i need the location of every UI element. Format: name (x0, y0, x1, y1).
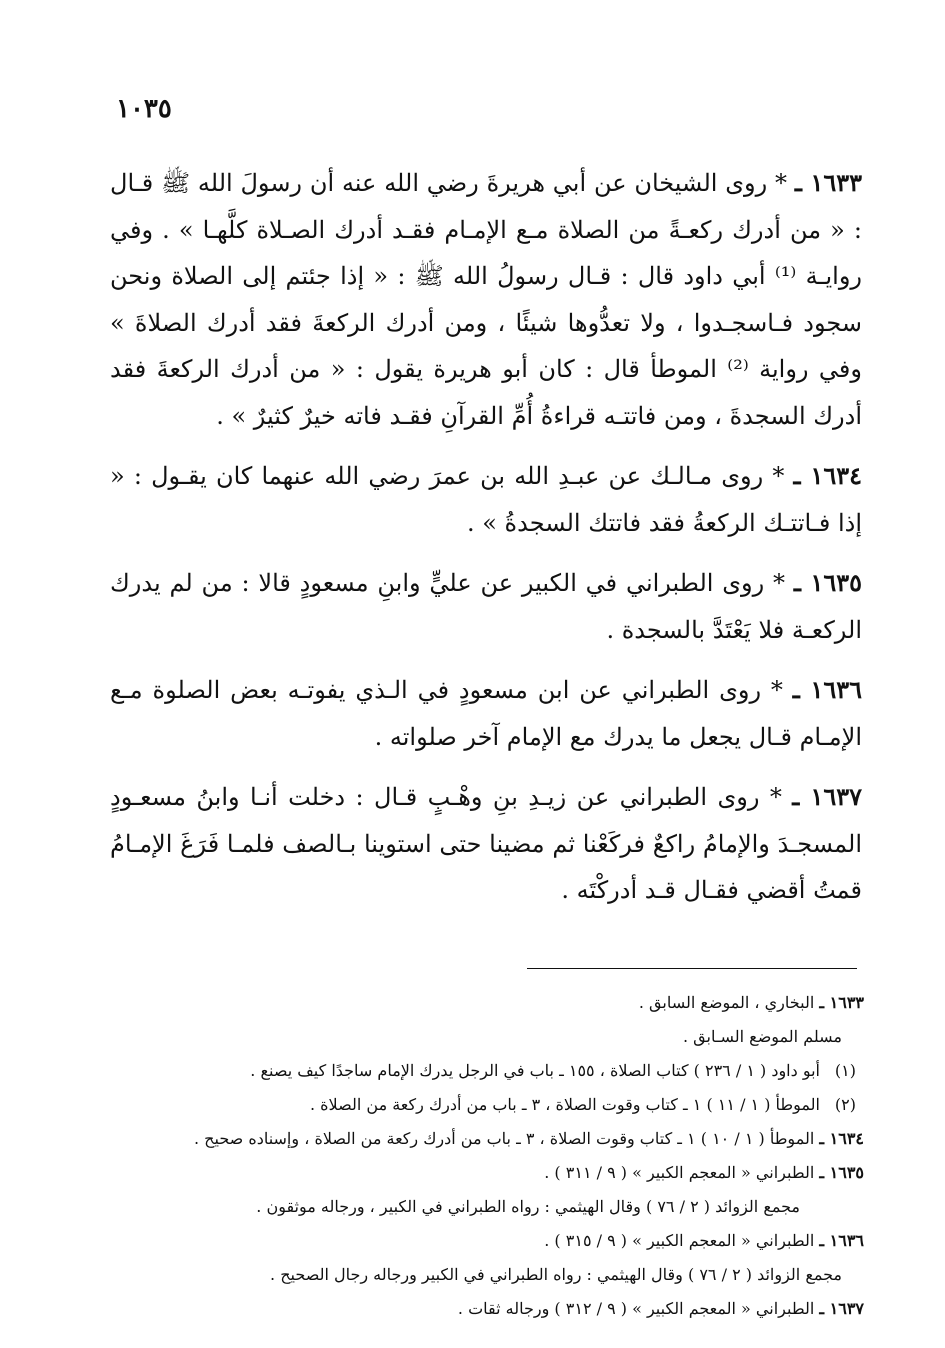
footnote-line (170, 1156, 864, 1190)
footnote-number: ١٦٣٤ ـ (819, 1129, 864, 1148)
footnotes (170, 986, 864, 1326)
footnote-text: الطبراني « المعجم الكبير » ( ٩ / ٣١١ ) . (544, 1163, 815, 1182)
hadith-number: ١٦٣٣ ـ (794, 168, 862, 197)
paragraph-1635 (110, 560, 862, 653)
footnote-line (170, 1224, 864, 1258)
footnote-line (170, 986, 864, 1020)
footnote-text: مسلم الموضع السـابق . (682, 1027, 842, 1046)
footnote-text: مجمع الزوائد ( ٢ / ٧٦ ) وقال الهيثمي : رواه الطبراني في الكبير ، ورجاله موثقون . (256, 1197, 800, 1216)
footnote-number: ١٦٣٦ ـ (819, 1231, 864, 1250)
footnote-marker: (٢) (834, 1095, 856, 1114)
paragraph-1633 (110, 160, 862, 439)
footnote-text: الطبراني « المعجم الكبير » ( ٩ / ٣١٥ ) . (544, 1231, 815, 1250)
paragraph-1637 (110, 774, 862, 914)
paragraph-1634 (110, 453, 862, 546)
hadith-text: * روى الطبراني في الكبير عن عليٍّ وابنِ مسعودٍ قالا : من لم يدرك الركعـة فلا يَعْتَدَّ بالسجدة . (110, 569, 862, 644)
footnote-line (170, 1054, 864, 1088)
footnote-number: ١٦٣٧ ـ (819, 1299, 864, 1318)
footnote-line (170, 1190, 864, 1224)
footnote-number: ١٦٣٣ ـ (819, 993, 864, 1012)
paragraph-1636 (110, 667, 862, 760)
hadith-number: ١٦٣٤ ـ (793, 461, 862, 490)
footnote-text: الموطأ ( ١ / ١٠ ) ١ ـ كتاب وقوت الصلاة ، ٣ ـ باب من أدرك ركعة من الصلاة ، وإسناده صحيح . (193, 1129, 815, 1148)
hadith-number: ١٦٣٦ ـ (792, 675, 862, 704)
footnote-text: أبو داود ( ١ / ٢٣٦ ) كتاب الصلاة ، ١٥٥ ـ باب في الرجل يدرك الإمام ساجدًا كيف يصنع . (250, 1061, 820, 1080)
footnote-text: الطبراني « المعجم الكبير » ( ٩ / ٣١٢ ) ورجاله ثقات . (457, 1299, 815, 1318)
footnote-text: البخاري ، الموضع السابق . (638, 993, 815, 1012)
main-text (110, 160, 862, 928)
footnote-line (170, 1122, 864, 1156)
footnote-marker: (١) (834, 1061, 856, 1080)
hadith-text: * روى مـالـك عن عبـدِ الله بن عمرَ رضي الله عنهما كان يقـول : « إذا فـاتتـك الركعةُ فقد فاتتك السجدةُ » . (110, 462, 862, 537)
footnote-divider (527, 968, 857, 969)
footnote-line (170, 1088, 864, 1122)
hadith-number: ١٦٣٥ ـ (793, 568, 862, 597)
footnote-text: مجمع الزوائد ( ٢ / ٧٦ ) وقال الهيثمي : رواه الطبراني في الكبير ورجاله رجال الصحيح . (270, 1265, 842, 1284)
hadith-number: ١٦٣٧ ـ (792, 782, 862, 811)
footnote-text: الموطأ ( ١ / ١١ ) ١ ـ كتاب وقوت الصلاة ، ٣ ـ باب من أدرك ركعة من الصلاة . (310, 1095, 820, 1114)
page-number: ١٠٣٥ (116, 94, 172, 124)
footnote-line (170, 1292, 864, 1326)
footnote-line (170, 1258, 864, 1292)
hadith-text: * روى الشيخان عن أبي هريرةَ رضي الله عنه أن رسولَ الله ﷺ قـال : « من أدرك ركعـةً من الصلاة مـع الإمـام فقـد أدرك الصـلاة كلَّهـا » . وفي روايـة ⁽¹⁾ أبي داود قال : قـال رسولُ الله ﷺ : « إذا جئتم إلى الصلاة ونحن سجود فـاسجـدوا ، ولا تعدُّوها شيئًا ، ومن أدرك الركعةَ فقد أدرك الصلاةَ » وفي رواية ⁽²⁾ الموطأ قال : كان أبو هريرة يقول : « من أدرك الركعةَ فقد أدرك السجدةَ ، ومن فاتتـه قراءةُ أُمِّ القرآنِ فقـد فاته خيرٌ كثيرٌ » . (110, 169, 863, 430)
hadith-text: * روى الطبراني عن ابن مسعودٍ في الـذي يفوتـه بعض الصلوة مـع الإمـام قـال يجعل ما يدرك مع الإمام آخر صلواته . (110, 676, 862, 751)
footnote-number: ١٦٣٥ ـ (819, 1163, 864, 1182)
hadith-text: * روى الطبراني عن زيـدِ بنِ وهْـبٍ قـال : دخلت أنـا وابنُ مسعـودٍ المسجـدَ والإمامُ راكعٌ فركَعْنا ثم مضينا حتى استوينا بـالصف فلمـا فَرَغَ الإمـامُ قمتُ أقضي فقـال قـد أدركْتَه . (110, 783, 862, 904)
footnote-line (170, 1020, 864, 1054)
